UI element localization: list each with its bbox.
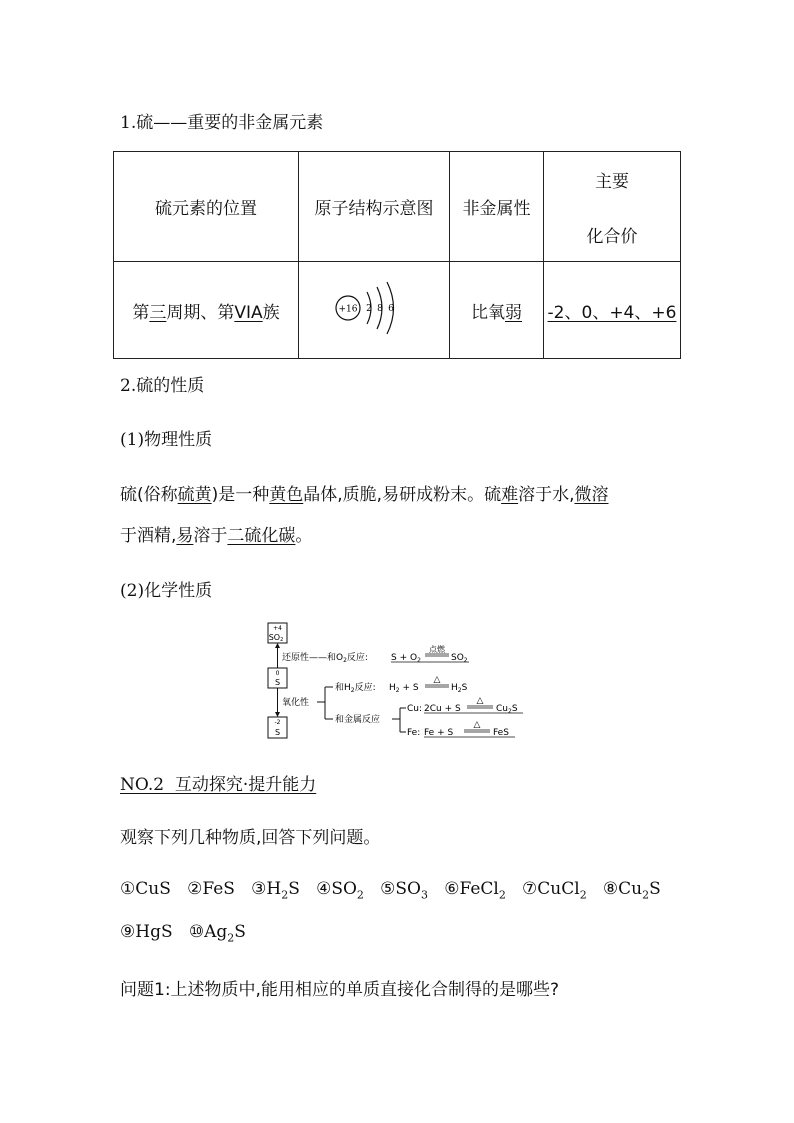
substance-item: ①CuS — [120, 879, 171, 899]
section-2-title: 2.硫的性质 — [120, 376, 205, 396]
valence-values: -2、0、+4、+6 — [547, 302, 677, 323]
substance-item: $③H_2S$ — [251, 879, 300, 902]
shell-2-electrons: 8 — [377, 303, 383, 314]
substance-item: $④SO_2$ — [316, 879, 364, 902]
cu-delta: △ — [476, 696, 484, 706]
substance-item: ⑥FeCl$_2$ — [444, 879, 506, 902]
metal-label: 和金属反应 — [335, 715, 381, 725]
physical-paragraph-line-1: 硫(俗称硫黄)是一种黄色晶体,质脆,易研成粉末。硫难溶于水,微溶 — [120, 485, 609, 505]
header-valence-line1: 主要 — [595, 171, 629, 192]
bot-box-oxidation: -2 — [274, 719, 281, 726]
bot-box-label: S — [274, 728, 281, 737]
substance-item: $⑧Cu_2S$ — [602, 879, 661, 902]
h2-label: 和$H_2$反应: — [335, 683, 376, 694]
h2-equation: $H_2 + S$ — [389, 683, 419, 694]
h2-delta: △ — [433, 675, 441, 685]
section-no2-title: NO.2 互动探究·提升能力 — [120, 775, 317, 795]
substance-item: ⑨HgS — [120, 922, 173, 942]
substance-list-line-2 — [120, 922, 246, 944]
shell-1-electrons: 2 — [366, 303, 372, 314]
h2-product: $H_2S$ — [451, 683, 468, 694]
fe-label: Fe: — [407, 728, 421, 738]
top-box-oxidation: +4 — [273, 625, 282, 632]
fe-delta: △ — [473, 720, 481, 730]
cell-position: 第三周期、第VIA族 — [114, 262, 299, 359]
chemical-properties-title: (2)化学性质 — [120, 581, 213, 601]
nucleus-charge: +16 — [338, 304, 358, 314]
position-period: 三 — [149, 302, 167, 323]
cell-valence — [544, 262, 681, 359]
substance-list-line-1 — [120, 879, 661, 901]
header-valence-line2: 化合价 — [586, 226, 638, 247]
position-group: VIA — [234, 302, 263, 323]
atom-structure-diagram — [334, 276, 414, 340]
section-3-intro: 观察下列几种物质,回答下列问题。 — [120, 828, 381, 848]
cu-equation: 2Cu + S — [424, 704, 461, 714]
cu-label: Cu: — [407, 704, 423, 714]
mid-box-label: S — [274, 678, 281, 687]
header-valence — [544, 152, 681, 262]
cu-product: $Cu_2S$ — [496, 704, 518, 715]
header-atom-structure: 原子结构示意图 — [299, 152, 450, 262]
substance-item: ②FeS — [187, 879, 235, 899]
shell-3-electrons: 6 — [388, 303, 394, 314]
o2-product: $SO_2$ — [451, 653, 468, 664]
cell-nonmetallic: 比氧弱 — [450, 262, 544, 359]
cell-atom-diagram — [299, 262, 450, 359]
top-box-label: SO2 — [268, 633, 284, 643]
chemical-properties-diagram — [265, 620, 530, 745]
fe-equation: Fe + S — [424, 728, 454, 738]
o2-condition: 点燃 — [429, 645, 445, 654]
header-nonmetallic: 非金属性 — [450, 152, 544, 262]
physical-properties-title: (1)物理性质 — [120, 430, 213, 450]
reducing-label: 还原性——和$O_2$反应: — [282, 653, 368, 664]
question-1: 问题1:上述物质中,能用相应的单质直接化合制得的是哪些? — [120, 980, 559, 1000]
sulfur-property-table — [113, 151, 681, 359]
substance-item: $⑤SO_3$ — [380, 879, 428, 902]
section-1-title: 1.硫——重要的非金属元素 — [120, 113, 324, 133]
substance-item: ⑦CuCl$_2$ — [522, 879, 587, 902]
substance-item: $⑩Ag_2S$ — [188, 922, 246, 945]
nonmetallic-weak: 弱 — [505, 302, 522, 323]
fe-product: FeS — [493, 728, 509, 738]
physical-paragraph-line-2: 于酒精,易溶于二硫化碳。 — [120, 526, 313, 546]
header-position: 硫元素的位置 — [114, 152, 299, 262]
oxidizing-label: 氧化性 — [282, 698, 310, 708]
o2-equation: $S + O_2$ — [391, 653, 421, 664]
mid-box-oxidation: 0 — [275, 670, 280, 677]
